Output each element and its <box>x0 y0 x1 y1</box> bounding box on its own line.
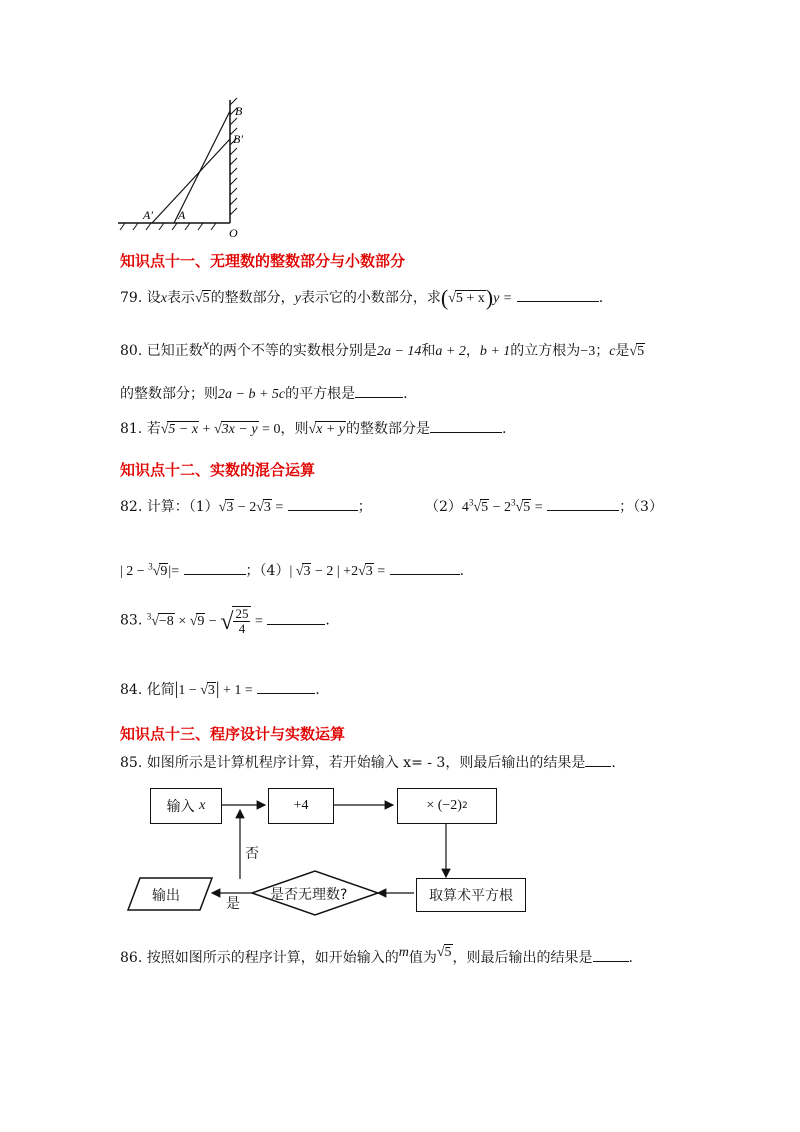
question-81: 81. 若√5 − x + √3x − y = 0，则√x + y的整数部分是 . <box>120 421 507 437</box>
section-heading-13: 知识点十三、程序设计与实数运算 <box>120 725 346 743</box>
label-O: O <box>229 226 238 240</box>
question-80: 80. 已知正数x的两个不等的实数根分别是2a − 14和a + 2，b + 1的立方根为−3；c是√5 <box>120 338 645 359</box>
label-A-prime: A′ <box>143 208 153 222</box>
question-84: 84. 化简|1 − √3| + 1 = . <box>120 678 320 698</box>
answer-blank-86[interactable] <box>593 949 629 962</box>
question-85: 85. 如图所示是计算机程序计算，若开始输入 x= - 3，则最后输出的结果是 . <box>120 755 616 771</box>
flow-multiply-box: × (−2) 2 <box>397 788 497 824</box>
flow-input-box: 输入 x <box>150 788 222 824</box>
question-83: 83. $^3$√−8 × √9 − √ $\frac{25}{4}$ = . <box>120 606 330 636</box>
flow-yes-label: 是 <box>226 896 240 912</box>
flow-add-box: +4 <box>268 788 334 824</box>
question-80-line2: 的整数部分；则2a − b + 5c的平方根是 . <box>120 386 408 402</box>
question-79: 79. 设x表示√5的整数部分，y表示它的小数部分，求(√5 + x)y = . <box>120 285 604 310</box>
label-A: A <box>178 208 186 222</box>
label-B-prime: B′ <box>233 132 243 146</box>
section-heading-12: 知识点十二、实数的混合运算 <box>120 461 316 479</box>
flow-sqrt-box: 取算术平方根 <box>416 878 526 912</box>
flow-output-text: 输出 <box>152 888 180 904</box>
section-heading-11: 知识点十一、无理数的整数部分与小数部分 <box>120 252 406 270</box>
question-82-line2: | 2 − $^3$√9|= ；（4）| √3 − 2 | +2√3 = . <box>120 561 465 579</box>
question-82-part2: $(2)4^3√5 - 2^3√5$ = ；（3） <box>425 497 663 515</box>
flow-no-label: 否 <box>245 846 259 862</box>
label-B: B <box>235 104 243 118</box>
flow-decision-text: 是否无理数? <box>270 887 348 903</box>
question-82: 82. 计算：（1）√3 − 2√3 = ； <box>120 499 372 515</box>
question-86: 86. 按照如图所示的程序计算，如开始输入的m值为√5，则最后输出的结果是 . <box>120 945 633 966</box>
